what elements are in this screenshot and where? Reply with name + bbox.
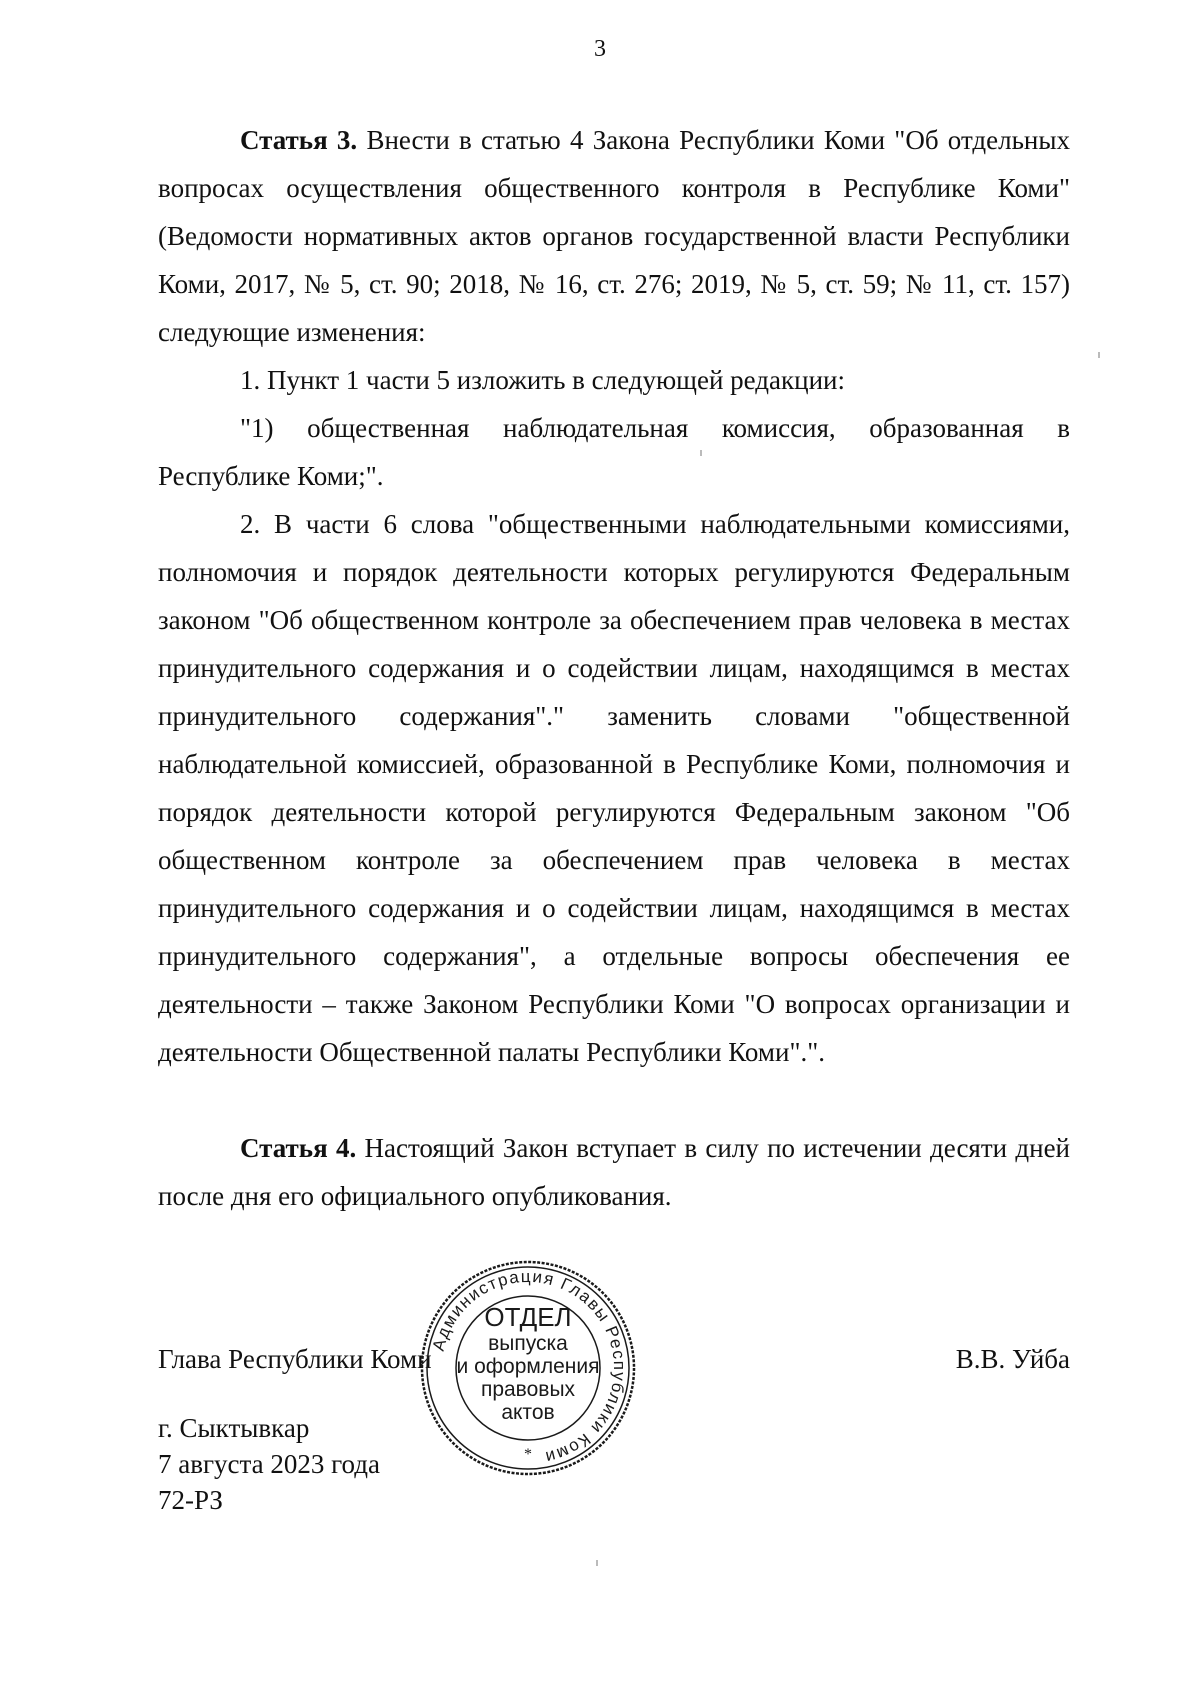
stamp-line: правовых [480,1378,576,1401]
official-stamp [418,1258,638,1478]
scan-speck [1098,352,1100,358]
signer-title: Глава Республики Коми [158,1344,432,1374]
law-number: 72-РЗ [158,1485,223,1515]
document-body [158,116,1070,1220]
signer-name: В.В. Уйба [955,1344,1070,1374]
article-3-label: Статья 3. [240,125,358,155]
stamp-line: и оформления [456,1355,600,1378]
scan-speck [700,450,702,456]
stamp-line: ОТДЕЛ [484,1302,572,1332]
article-4 [158,1124,1070,1220]
article-4-text: Настоящий Закон вступает в силу по истечении десяти дней после дня его официального опубликования. [158,1133,1071,1211]
article-4-label: Статья 4. [240,1133,357,1163]
signing-date: 7 августа 2023 года [158,1449,380,1479]
stamp-star: * [524,1446,532,1463]
article-3-item-2: 2. В части 6 слова "общественными наблюдательными комиссиями, полномочия и порядок деятельности которых регулируются Федеральным законом "Об общественном контроле за обеспечением прав человека в местах принудительного содержания и о содействии лицам, находящимся в местах принудительного содержания"." заменить словами "общественной наблюдательной комиссией, образованной в Республике Коми, полномочия и порядок деятельности которой регулируются Федеральным законом "Об общественном контроле за обеспечением прав человека в местах принудительного содержания и о содействии лицам, находящимся в местах принудительного содержания", а отдельные вопросы обеспечения ее деятельности – также Законом Республики Коми "О вопросах организации и деятельности Общественной палаты Республики Коми".". [158,509,1070,1067]
article-3-item-1: 1. Пункт 1 части 5 изложить в следующей редакции: [240,365,845,395]
spacer [158,1076,1070,1124]
signing-details [158,1410,380,1518]
scan-speck [596,1560,598,1566]
stamp-line: выпуска [488,1332,568,1355]
article-3-intro [158,116,1070,356]
stamp-center-text [418,1302,638,1424]
signing-city: г. Сыктывкар [158,1413,310,1443]
stamp-ring-text: Администрация Главы Республики Коми [428,1266,630,1468]
stamp-line: актов [501,1401,555,1424]
article-3-item-1-quote: "1) общественная наблюдательная комиссия, образованная в Республике Коми;". [158,413,1070,491]
page-number: 3 [594,36,606,62]
article-3-text: Внести в статью 4 Закона Республики Коми "Об отдельных вопросах осуществления общественного контроля в Республике Коми" (Ведомости нормативных актов органов государственной власти Республики Коми, 2017, № 5, ст. 90; 2018, № 16, ст. 276; 2019, № 5, ст. 59; № 11, ст. 157) следующие изменения: [158,125,1070,347]
